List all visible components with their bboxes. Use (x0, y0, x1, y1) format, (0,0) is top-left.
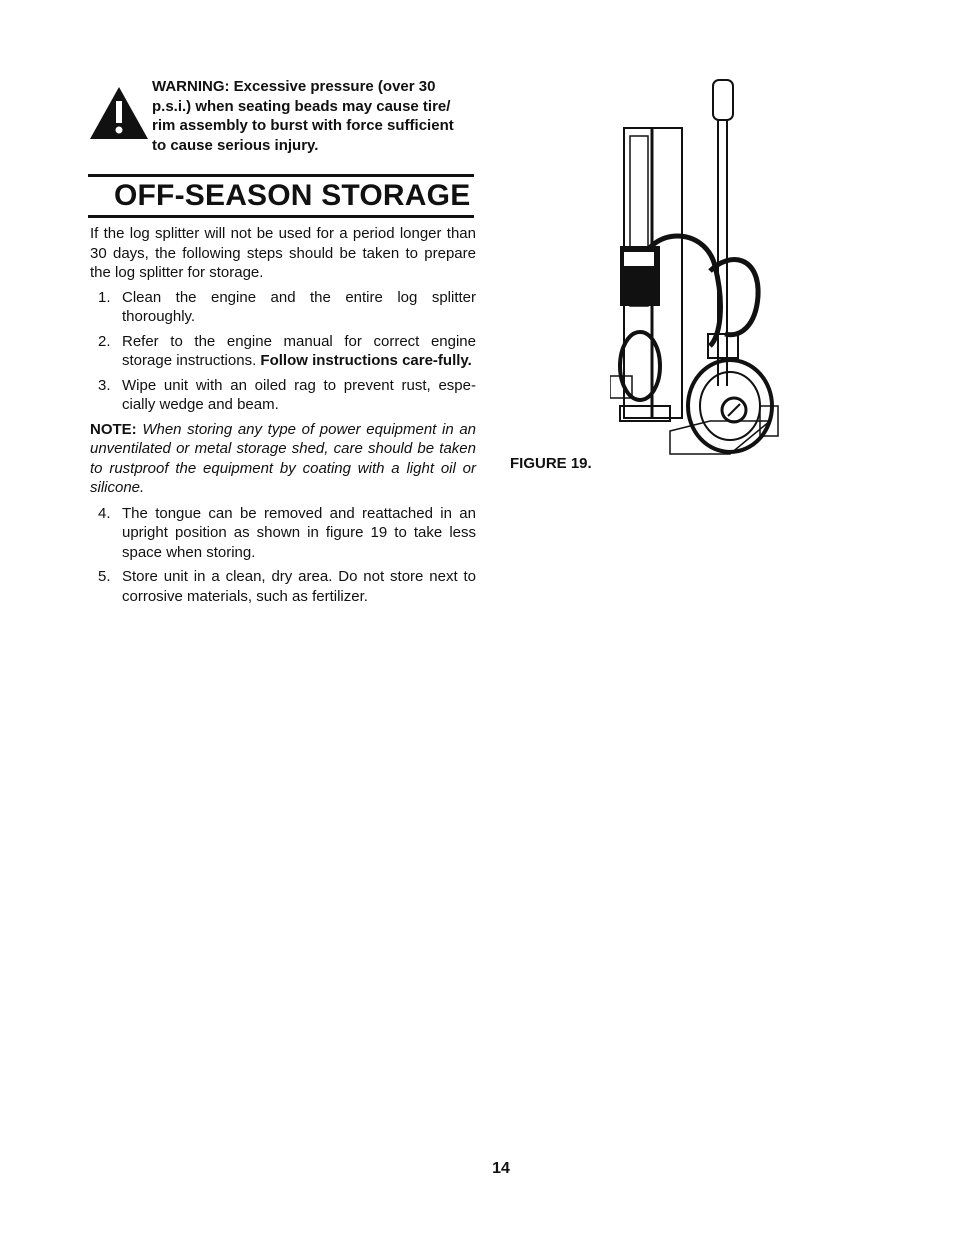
storage-steps-list (90, 288, 476, 415)
step-text: Store unit in a clean, dry area. Do not store next to corrosive materials, such as fertilizer. (122, 568, 476, 605)
step-number: 4. (98, 504, 111, 522)
step-text-plain: Refer to the engine manual for correct engine storage instructions. (122, 332, 476, 369)
log-splitter-storage-illustration (610, 76, 780, 456)
figure-caption: FIGURE 19. (510, 455, 592, 472)
note-paragraph (90, 420, 476, 498)
note-label: NOTE: (90, 420, 137, 438)
step-text: The tongue can be removed and reattached in an upright position as shown in figure 19 to take less space when storing. (122, 504, 476, 561)
section-title: OFF-SEASON STORAGE (114, 179, 471, 212)
list-item (90, 332, 476, 371)
list-item (90, 504, 476, 563)
warning-triangle-icon (88, 85, 150, 141)
page-number: 14 (492, 1160, 510, 1177)
step-text: Wipe unit with an oiled rag to prevent rust, espe-cially wedge and beam. (122, 376, 476, 413)
warning-text: WARNING: Excessive pressure (over 30 p.s.i.) when seating beads may cause tire/ rim assembly to burst with force sufficient to cause serious injury. (152, 78, 454, 154)
list-item (90, 288, 476, 327)
header-rule-top (88, 174, 474, 177)
intro-paragraph: If the log splitter will not be used for a period longer than 30 days, the following steps should be taken to prepare the log splitter for storage. (90, 225, 476, 281)
step-text (122, 332, 476, 371)
list-item (90, 567, 476, 606)
step-number: 2. (98, 332, 111, 350)
section-header (88, 174, 474, 218)
step-number: 1. (98, 288, 111, 306)
step-text-bold: Follow instructions care-fully. (260, 352, 472, 369)
section-body (90, 224, 476, 611)
header-rule-bottom (88, 215, 474, 218)
note-text: When storing any type of power equipment in an unventilated or metal storage shed, care should be taken to rustproof the equipment by coating with a light oil or silicone. (90, 420, 477, 496)
step-number: 3. (98, 376, 111, 394)
step-text: Clean the engine and the entire log splitter thoroughly. (122, 288, 476, 325)
step-number: 5. (98, 568, 111, 585)
storage-steps-list-continued (90, 504, 476, 607)
list-item (90, 376, 476, 415)
